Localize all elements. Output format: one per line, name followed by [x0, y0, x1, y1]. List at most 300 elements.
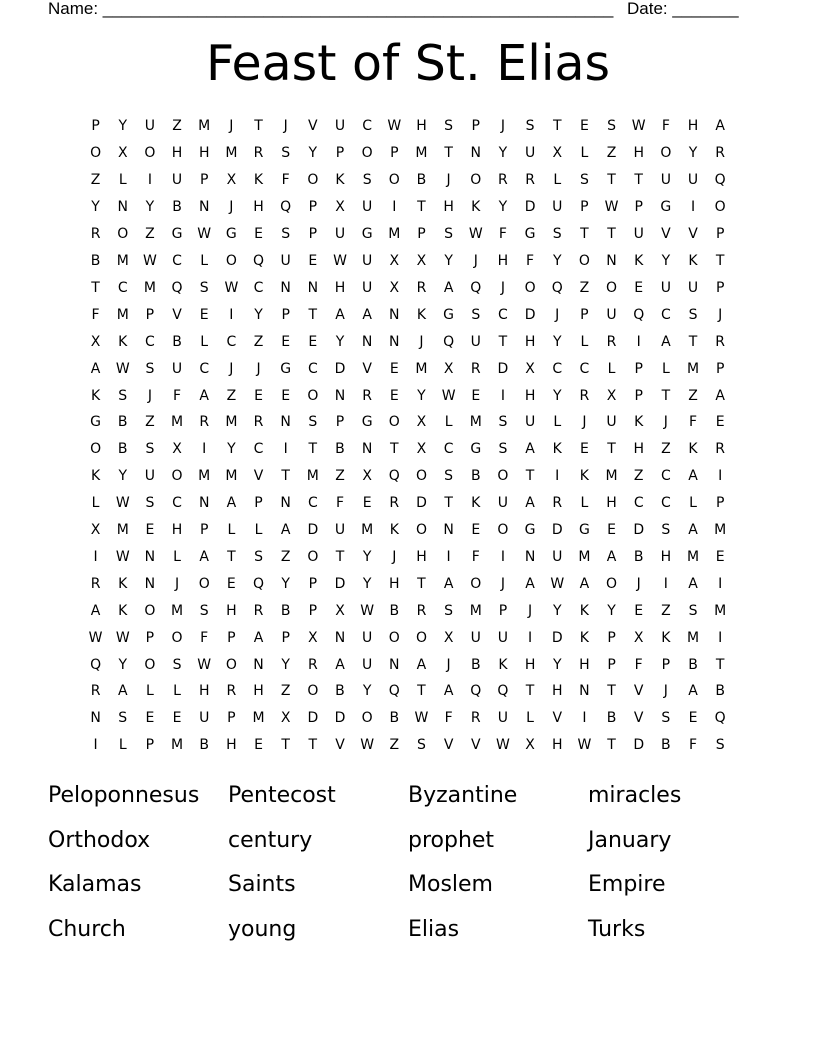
grid-cell: X [416, 414, 427, 431]
grid-row [82, 490, 734, 517]
grid-cell: K [688, 441, 698, 458]
grid-cell: L [145, 683, 154, 700]
grid-cell: I [718, 468, 723, 485]
grid-cell: M [469, 414, 482, 431]
grid-cell: P [634, 199, 643, 216]
grid-cell: A [416, 656, 427, 673]
word-list-item: Peloponnesus [48, 783, 200, 808]
grid-cell: O [415, 468, 427, 485]
word-list-item: January [588, 827, 672, 853]
grid-cell: F [526, 252, 535, 269]
grid-cell: E [281, 387, 291, 404]
grid-cell: G [470, 441, 482, 458]
grid-cell: O [144, 602, 156, 619]
grid-cell: X [416, 441, 427, 458]
grid-cell: R [715, 441, 726, 458]
grid-cell: A [280, 522, 291, 539]
grid-cell: R [199, 414, 210, 431]
grid-cell: G [660, 199, 672, 216]
grid-cell: V [443, 737, 454, 754]
grid-cell: G [280, 360, 292, 377]
grid-cell: Z [253, 333, 264, 350]
grid-cell: M [686, 629, 700, 646]
grid-cell: J [392, 548, 397, 565]
grid-row [82, 409, 734, 436]
grid-cell: J [446, 172, 451, 189]
grid-cell: X [525, 360, 535, 377]
grid-cell: A [525, 575, 535, 592]
grid-cell: Y [444, 252, 453, 269]
grid-cell: O [225, 656, 237, 673]
grid-cell: S [172, 656, 182, 673]
grid-cell: O [388, 629, 400, 646]
grid-cell: S [362, 172, 372, 189]
grid-cell: O [470, 172, 482, 189]
grid-cell: L [580, 495, 589, 512]
grid-cell: R [498, 172, 508, 189]
grid-cell: Y [498, 199, 508, 216]
grid-cell: D [524, 199, 536, 216]
grid-cell: P [308, 226, 318, 243]
grid-cell: G [361, 414, 373, 431]
grid-cell: E [607, 522, 616, 539]
grid-cell: N [144, 548, 156, 565]
grid-row [82, 624, 734, 651]
grid-cell: N [389, 656, 400, 673]
grid-cell: Q [633, 306, 645, 323]
grid-cell: F [688, 737, 698, 754]
grid-cell: F [91, 306, 100, 323]
grid-cell: T [308, 441, 318, 458]
grid-cell: R [253, 414, 264, 431]
grid-cell: J [174, 575, 180, 592]
grid-cell: H [551, 683, 563, 700]
grid-cell: Y [281, 656, 290, 673]
word-list-item: Pentecost [228, 783, 336, 808]
grid-cell: H [443, 199, 454, 216]
grid-cell: T [661, 387, 671, 404]
grid-cell: U [334, 118, 346, 135]
grid-row [82, 355, 734, 382]
grid-cell: B [661, 737, 671, 754]
grid-cell: Q [470, 279, 482, 296]
grid-cell: M [415, 145, 428, 162]
grid-cell: N [361, 441, 373, 458]
grid-cell: W [360, 602, 375, 619]
grid-cell: A [362, 306, 372, 323]
grid-cell: B [470, 468, 481, 485]
grid-cell: S [118, 710, 128, 727]
grid-cell: A [525, 441, 535, 458]
grid-cell: Y [362, 683, 372, 700]
grid-cell: N [307, 279, 319, 296]
grid-cell: L [118, 172, 127, 189]
grid-cell: U [660, 172, 671, 189]
grid-cell: K [118, 602, 128, 619]
grid-cell: H [253, 199, 264, 216]
grid-cell: I [147, 172, 152, 189]
grid-cell: H [171, 522, 183, 539]
grid-cell: A [199, 387, 209, 404]
grid-cell: U [633, 226, 644, 243]
grid-cell: U [280, 252, 291, 269]
grid-cell: L [227, 522, 236, 539]
grid-row [82, 382, 734, 409]
grid-row [82, 436, 734, 463]
grid-cell: Z [226, 387, 237, 404]
grid-cell: H [633, 145, 644, 162]
grid-cell: T [444, 145, 453, 162]
grid-cell: A [688, 683, 698, 700]
grid-cell: K [389, 522, 399, 539]
grid-cell: C [307, 495, 318, 512]
grid-cell: E [199, 306, 209, 323]
grid-cell: U [606, 414, 617, 431]
grid-cell: I [392, 199, 397, 216]
grid-cell: K [416, 306, 427, 323]
grid-cell: M [306, 468, 319, 485]
grid-cell: I [202, 441, 207, 458]
grid-cell: P [199, 172, 209, 189]
grid-row [82, 221, 734, 248]
grid-cell: U [687, 172, 699, 189]
grid-cell: I [555, 468, 560, 485]
grid-cell: K [335, 172, 345, 189]
grid-cell: P [715, 226, 725, 243]
grid-cell: T [688, 333, 698, 350]
grid-cell: Q [90, 656, 102, 673]
grid-cell: V [172, 306, 182, 323]
grid-cell: W [468, 226, 483, 243]
grid-cell: X [443, 629, 454, 646]
grid-cell: W [197, 226, 212, 243]
grid-cell: J [283, 118, 288, 135]
grid-cell: O [497, 522, 509, 539]
grid-cell: C [172, 252, 182, 269]
grid-row [82, 113, 734, 140]
header [48, 0, 748, 20]
grid-cell: H [416, 118, 427, 135]
grid-cell: H [416, 548, 427, 565]
grid-cell: M [714, 522, 727, 539]
grid-cell: T [607, 737, 616, 754]
grid-cell: V [633, 710, 644, 727]
grid-cell: M [225, 468, 238, 485]
grid-cell: X [335, 602, 345, 619]
grid-cell: O [388, 172, 400, 189]
grid-cell: U [470, 333, 481, 350]
grid-cell: J [663, 683, 668, 700]
grid-cell: N [144, 575, 156, 592]
grid-cell: B [335, 683, 345, 700]
grid-cell: O [361, 145, 373, 162]
grid-cell: S [118, 387, 128, 404]
grid-cell: P [91, 118, 100, 135]
grid-cell: T [715, 656, 725, 673]
grid-cell: W [441, 387, 456, 404]
grid-cell: X [362, 468, 372, 485]
grid-cell: P [634, 360, 643, 377]
grid-cell: P [417, 226, 426, 243]
grid-cell: M [143, 279, 156, 296]
grid-cell: T [525, 468, 535, 485]
grid-cell: T [607, 172, 616, 189]
grid-cell: Q [253, 575, 265, 592]
grid-cell: Z [280, 548, 291, 565]
grid-cell: O [578, 252, 590, 269]
word-list-item: Turks [588, 916, 646, 942]
grid-cell: M [714, 602, 727, 619]
grid-cell: W [115, 629, 130, 646]
grid-cell: X [335, 199, 345, 216]
grid-cell: J [419, 333, 424, 350]
grid-cell: K [688, 252, 698, 269]
grid-cell: O [144, 145, 156, 162]
grid-cell: E [254, 226, 263, 243]
word-list-item: prophet [408, 827, 495, 853]
grid-cell: U [524, 414, 536, 431]
grid-cell: S [579, 172, 589, 189]
grid-cell: E [308, 333, 318, 350]
grid-cell: P [580, 199, 589, 216]
grid-cell: P [634, 387, 643, 404]
grid-cell: D [633, 522, 645, 539]
grid-cell: L [553, 172, 562, 189]
grid-row [82, 651, 734, 678]
grid-cell: N [198, 495, 210, 512]
grid-cell: Y [118, 656, 128, 673]
grid-cell: N [606, 252, 617, 269]
grid-cell: P [715, 495, 725, 512]
grid-cell: U [362, 629, 373, 646]
grid-cell: U [552, 199, 563, 216]
grid-cell: M [686, 360, 700, 377]
grid-cell: H [633, 441, 644, 458]
grid-cell: A [688, 522, 698, 539]
grid-cell: E [145, 710, 155, 727]
grid-cell: E [172, 710, 182, 727]
grid-cell: Z [633, 468, 644, 485]
grid-cell: T [417, 199, 426, 216]
grid-cell: W [88, 629, 103, 646]
grid-cell: R [715, 145, 726, 162]
grid-cell: H [606, 495, 617, 512]
grid-cell: P [335, 414, 345, 431]
letter-grid [82, 113, 734, 759]
grid-cell: E [308, 252, 318, 269]
grid-cell: S [607, 118, 616, 135]
grid-cell: V [688, 226, 698, 243]
grid-cell: U [687, 279, 699, 296]
grid-cell: W [550, 575, 565, 592]
grid-cell: N [470, 145, 481, 162]
grid-cell: X [633, 629, 644, 646]
grid-cell: V [253, 468, 264, 485]
grid-cell: J [636, 575, 641, 592]
grid-cell: I [500, 387, 505, 404]
grid-cell: H [198, 683, 210, 700]
grid-cell: O [470, 575, 482, 592]
grid-cell: B [606, 710, 617, 727]
grid-cell: E [389, 387, 399, 404]
grid-cell: K [498, 656, 508, 673]
word-list-item: Elias [408, 916, 460, 942]
grid-cell: C [199, 360, 210, 377]
grid-cell: O [415, 629, 427, 646]
grid-cell: X [172, 441, 182, 458]
grid-cell: E [688, 710, 698, 727]
grid-cell: M [116, 522, 129, 539]
grid-cell: C [660, 495, 671, 512]
grid-cell: E [634, 602, 644, 619]
grid-cell: X [308, 629, 318, 646]
grid-cell: M [605, 468, 618, 485]
grid-cell: X [552, 145, 563, 162]
grid-cell: M [578, 548, 591, 565]
grid-cell: E [471, 522, 481, 539]
grid-cell: U [362, 656, 373, 673]
grid-cell: S [145, 360, 155, 377]
grid-cell: K [471, 495, 481, 512]
grid-cell: N [524, 548, 536, 565]
grid-cell: Z [280, 683, 291, 700]
grid-cell: J [528, 602, 533, 619]
grid-cell: D [551, 629, 563, 646]
grid-cell: B [416, 172, 427, 189]
grid-cell: W [577, 737, 592, 754]
grid-cell: M [171, 737, 184, 754]
grid-cell: B [172, 333, 182, 350]
grid-cell: K [90, 387, 101, 404]
grid-cell: P [199, 522, 209, 539]
grid-cell: I [528, 629, 533, 646]
grid-cell: J [229, 118, 234, 135]
grid-cell: J [663, 414, 668, 431]
grid-cell: Z [145, 226, 155, 243]
grid-cell: B [633, 548, 644, 565]
grid-cell: T [607, 226, 616, 243]
grid-cell: I [718, 575, 723, 592]
grid-cell: W [224, 279, 239, 296]
grid-cell: O [388, 414, 400, 431]
grid-cell: K [118, 575, 128, 592]
grid-cell: E [145, 522, 155, 539]
grid-cell: O [497, 468, 509, 485]
grid-cell: U [334, 226, 346, 243]
grid-cell: T [634, 172, 643, 189]
grid-cell: R [90, 575, 101, 592]
grid-cell: J [718, 306, 723, 323]
grid-cell: R [606, 333, 617, 350]
grid-cell: T [254, 118, 263, 135]
grid-cell: A [443, 683, 454, 700]
grid-cell: Q [253, 252, 265, 269]
grid-cell: D [307, 522, 319, 539]
grid-cell: W [604, 199, 619, 216]
grid-cell: R [253, 602, 264, 619]
grid-cell: H [579, 656, 590, 673]
grid-cell: O [606, 575, 618, 592]
grid-cell: Q [388, 683, 400, 700]
grid-row [82, 570, 734, 597]
grid-cell: H [171, 145, 183, 162]
grid-cell: I [690, 199, 696, 216]
grid-cell: A [90, 602, 101, 619]
grid-cell: O [524, 279, 536, 296]
grid-cell: I [636, 333, 641, 350]
grid-cell: C [253, 279, 264, 296]
grid-cell: W [496, 737, 510, 754]
grid-cell: J [473, 252, 478, 269]
grid-cell: G [225, 226, 237, 243]
grid-cell: S [281, 145, 291, 162]
grid-cell: D [334, 710, 346, 727]
grid-cell: H [687, 118, 699, 135]
grid-row [82, 463, 734, 490]
grid-cell: I [446, 548, 451, 565]
grid-cell: G [443, 306, 455, 323]
grid-cell: A [688, 468, 698, 485]
grid-cell: L [689, 495, 697, 512]
grid-cell: Z [579, 279, 590, 296]
grid-cell: R [552, 495, 563, 512]
grid-cell: E [362, 495, 372, 512]
grid-cell: T [281, 468, 290, 485]
grid-cell: Q [497, 683, 509, 700]
grid-cell: J [256, 360, 261, 377]
grid-cell: L [200, 333, 209, 350]
grid-cell: Y [308, 145, 318, 162]
grid-cell: O [606, 279, 618, 296]
grid-cell: O [90, 441, 102, 458]
grid-cell: H [551, 737, 563, 754]
grid-cell: W [115, 548, 130, 565]
grid-cell: N [334, 387, 346, 404]
grid-cell: Y [607, 602, 616, 619]
grid-cell: M [361, 522, 374, 539]
grid-cell: P [227, 710, 236, 727]
grid-cell: E [579, 118, 589, 135]
grid-cell: V [661, 226, 671, 243]
grid-cell: F [471, 548, 480, 565]
grid-cell: S [661, 522, 671, 539]
grid-cell: R [307, 656, 318, 673]
grid-cell: F [173, 387, 182, 404]
word-list [48, 778, 768, 956]
grid-cell: E [579, 441, 589, 458]
grid-row [82, 544, 734, 571]
grid-row [82, 194, 734, 221]
grid-row [82, 597, 734, 624]
grid-cell: U [334, 522, 346, 539]
grid-cell: C [172, 495, 182, 512]
grid-cell: P [254, 495, 263, 512]
grid-cell: U [144, 118, 156, 135]
grid-cell: C [498, 306, 508, 323]
grid-cell: T [91, 279, 100, 296]
grid-cell: H [524, 333, 536, 350]
grid-cell: U [362, 199, 373, 216]
grid-cell: M [198, 468, 211, 485]
grid-cell: P [607, 629, 616, 646]
grid-row [82, 248, 734, 275]
grid-cell: S [308, 414, 318, 431]
grid-cell: I [718, 629, 723, 646]
grid-cell: T [525, 683, 535, 700]
grid-cell: S [498, 441, 508, 458]
grid-cell: V [362, 360, 372, 377]
grid-cell: D [551, 522, 563, 539]
